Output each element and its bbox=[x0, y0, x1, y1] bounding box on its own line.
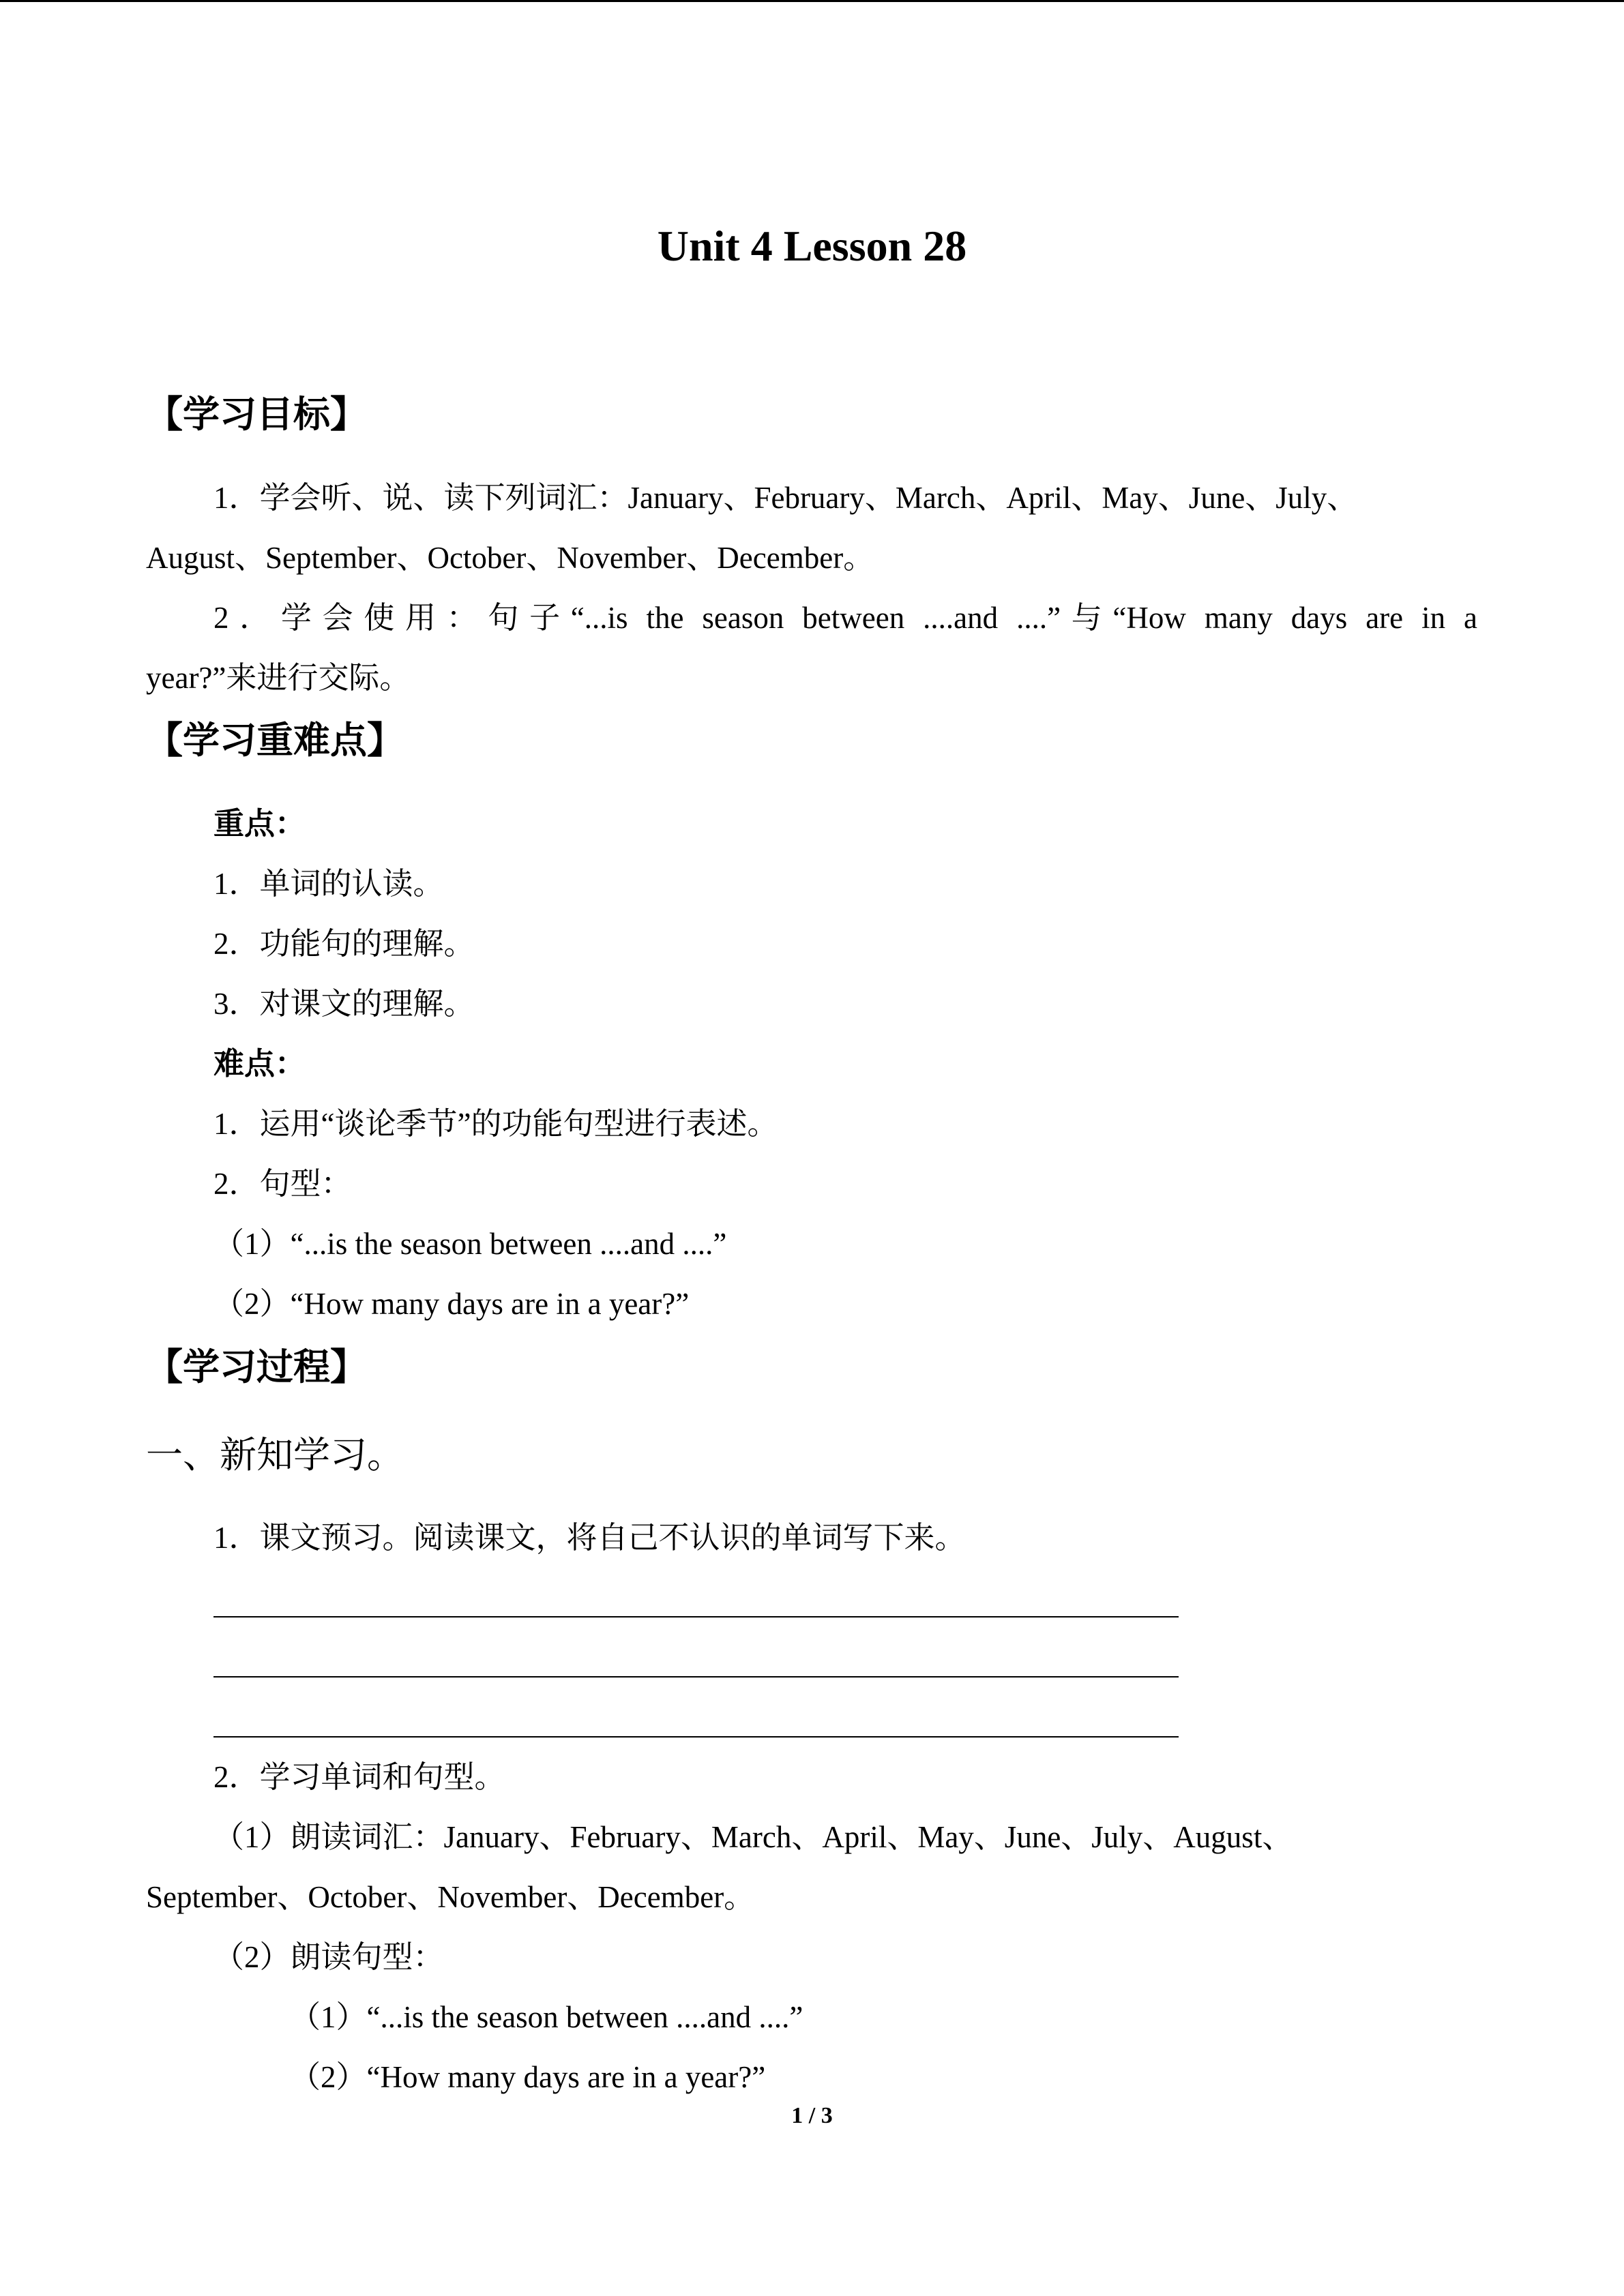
focus-item-2: 2．功能句的理解。 bbox=[213, 927, 475, 961]
step-2-1-line-1: （1）朗读词汇：January、February、March、April、May、June、July、August、 bbox=[213, 1820, 1293, 1854]
step-2-2: （2）朗读句型： bbox=[213, 1940, 444, 1974]
process-pattern-1: （1）“...is the season between ....and ....” bbox=[290, 2000, 803, 2034]
answer-line-2[interactable] bbox=[213, 1676, 1179, 1678]
goal-2-line-1: 2．学会使用：句子“...is the season between ....and ....”与“How many days are in a bbox=[213, 601, 1477, 635]
section-heading-key-points: 【学习重难点】 bbox=[146, 720, 404, 761]
step-2-1-line-2: September、October、November、December。 bbox=[146, 1880, 755, 1914]
answer-line-3[interactable] bbox=[213, 1736, 1179, 1738]
part-1-title: 一、新知学习。 bbox=[146, 1435, 404, 1476]
page-number: 1 / 3 bbox=[791, 2103, 833, 2128]
difficulty-item-1: 1．运用“谈论季节”的功能句型进行表述。 bbox=[213, 1107, 778, 1141]
difficulty-label: 难点： bbox=[213, 1047, 306, 1081]
answer-line-1[interactable] bbox=[213, 1616, 1179, 1617]
step-1: 1．课文预习。阅读课文，将自己不认识的单词写下来。 bbox=[213, 1521, 966, 1555]
section-heading-process: 【学习过程】 bbox=[146, 1347, 367, 1388]
section-heading-goals: 【学习目标】 bbox=[146, 394, 367, 435]
difficulty-item-2: 2．句型： bbox=[213, 1167, 352, 1201]
focus-label: 重点： bbox=[213, 807, 306, 841]
goal-2-line-2: year?”来进行交际。 bbox=[146, 661, 411, 695]
goal-1-line-1: 1．学会听、说、读下列词汇：January、February、March、April、May、June、July、 bbox=[213, 481, 1358, 515]
difficulty-pattern-1: （1）“...is the season between ....and ....” bbox=[213, 1227, 727, 1261]
process-pattern-2: （2）“How many days are in a year?” bbox=[290, 2060, 766, 2094]
goal-1-line-2: August、September、October、November、December。 bbox=[146, 541, 874, 575]
page-title: Unit 4 Lesson 28 bbox=[657, 222, 967, 270]
step-2: 2．学习单词和句型。 bbox=[213, 1760, 505, 1794]
focus-item-1: 1．单词的认读。 bbox=[213, 867, 444, 901]
difficulty-pattern-2: （2）“How many days are in a year?” bbox=[213, 1287, 690, 1321]
focus-item-3: 3．对课文的理解。 bbox=[213, 987, 475, 1021]
